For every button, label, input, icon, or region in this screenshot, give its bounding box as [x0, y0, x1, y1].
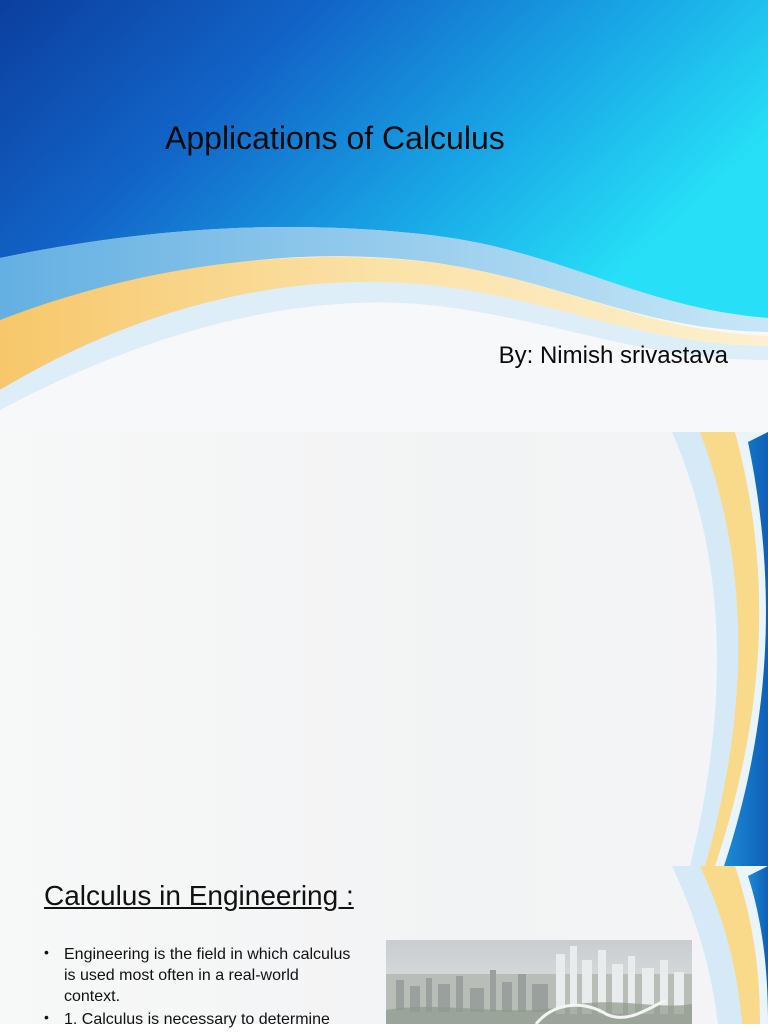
author-line: By: Nimish srivastava [498, 342, 728, 369]
fields-background [0, 432, 768, 866]
bullet-icon: • [44, 944, 49, 960]
engineering-heading: Calculus in Engineering : [44, 880, 354, 911]
list-item [44, 1009, 354, 1030]
engineering-list [44, 944, 354, 1032]
title-slide [0, 0, 768, 432]
city-skyline-image [386, 940, 692, 1024]
slide-title: Applications of Calculus [165, 120, 505, 156]
list-item-text: Engineering is the field in which calculus is used most often in a real-world context. [64, 946, 351, 1005]
fields-slide [0, 432, 768, 866]
bullet-icon: • [44, 1009, 49, 1025]
city-image [386, 940, 692, 1024]
list-item [44, 944, 354, 1007]
list-item-text: 1. Calculus is necessary to determine [64, 1011, 330, 1028]
